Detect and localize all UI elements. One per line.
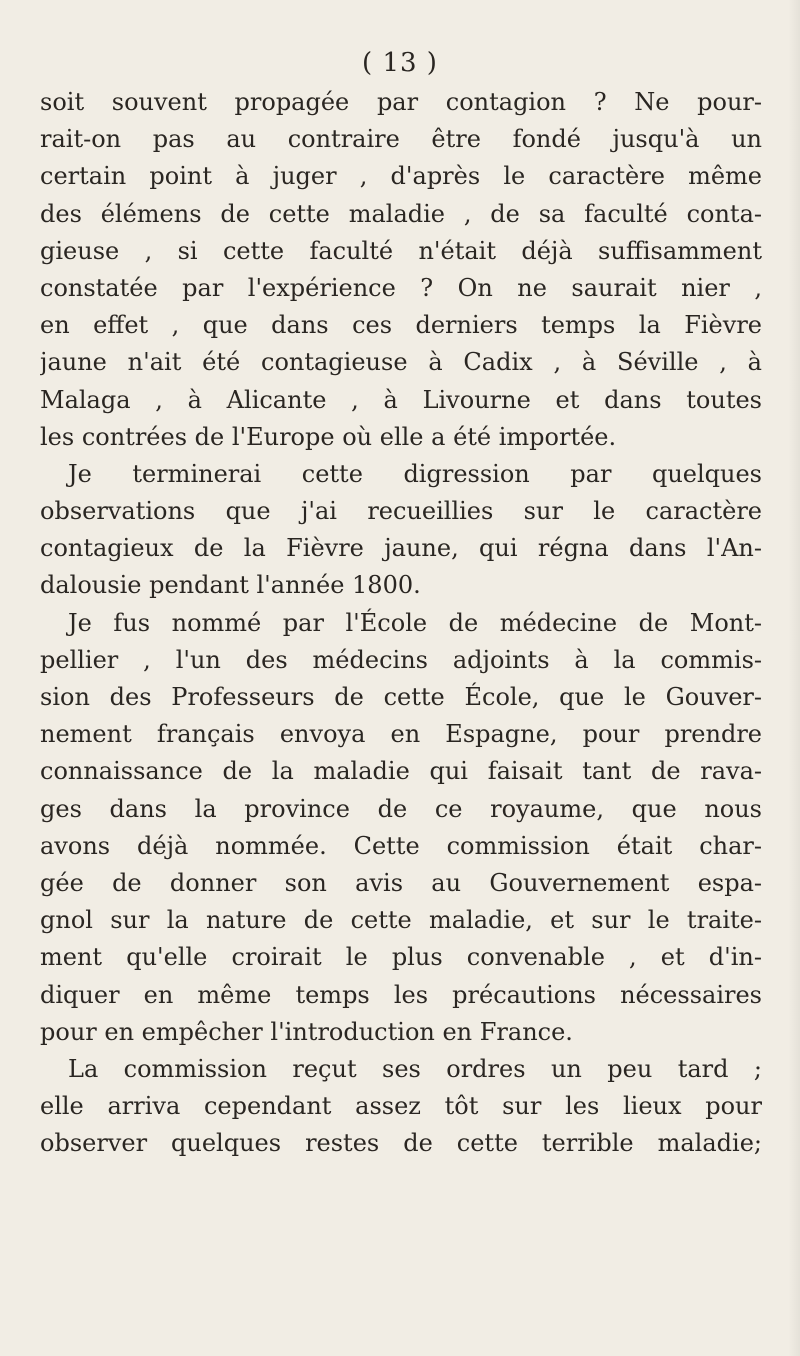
text-line: ges dans la province de ce royaume, que nous: [40, 794, 762, 823]
text-line: Je terminerai cette digression par quelques: [68, 459, 762, 488]
text-line: observations que j'ai recueillies sur le caractère: [40, 497, 762, 526]
text-line: des élémens de cette maladie , de sa faculté conta-: [40, 199, 762, 228]
text-line: observer quelques restes de cette terrible maladie;: [40, 1129, 762, 1158]
text-line: sion des Professeurs de cette École, que le Gouver-: [40, 683, 762, 711]
text-line: dalousie pendant l'année 1800.: [40, 571, 421, 600]
text-line: elle arriva cependant assez tôt sur les lieux pour: [40, 1092, 762, 1121]
text-line: certain point à juger , d'après le caractère même: [40, 162, 762, 191]
text-line: soit souvent propagée par contagion ? Ne pour-: [40, 88, 762, 116]
text-line: en effet , que dans ces derniers temps la Fièvre: [40, 311, 762, 340]
text-line: constatée par l'expérience ? On ne saurait nier ,: [40, 273, 762, 302]
text-line: gieuse , si cette faculté n'était déjà suffisamment: [40, 236, 762, 265]
page-edge-shadow: [788, 0, 800, 1356]
text-line: contagieux de la Fièvre jaune, qui régna dans l'An-: [40, 534, 762, 563]
text-line: jaune n'ait été contagieuse à Cadix , à Séville , à: [40, 348, 762, 377]
text-line: pour en empêcher l'introduction en France.: [40, 1017, 573, 1046]
text-line: ment qu'elle croirait le plus convenable , et d'in-: [40, 943, 762, 972]
text-line: rait-on pas au contraire être fondé jusqu'à un: [40, 125, 762, 154]
text-line: pellier , l'un des médecins adjoints à la commis-: [40, 645, 762, 674]
text-line: Je fus nommé par l'École de médecine de Mont-: [68, 608, 762, 637]
text-line: nement français envoya en Espagne, pour prendre: [40, 720, 762, 749]
body-text: [40, 84, 762, 1162]
text-line: gnol sur la nature de cette maladie, et sur le traite-: [40, 906, 762, 935]
text-line: La commission reçut ses ordres un peu tard ;: [68, 1054, 762, 1083]
text-line: avons déjà nommée. Cette commission était char-: [40, 831, 762, 860]
text-line: gée de donner son avis au Gouvernement espa-: [40, 868, 762, 897]
text-line: les contrées de l'Europe où elle a été importée.: [40, 422, 617, 451]
page-number: ( 13 ): [362, 48, 438, 78]
text-line: Malaga , à Alicante , à Livourne et dans toutes: [40, 385, 762, 414]
text-line: diquer en même temps les précautions nécessaires: [40, 980, 762, 1009]
text-line: connaissance de la maladie qui faisait tant de rava-: [40, 757, 762, 786]
